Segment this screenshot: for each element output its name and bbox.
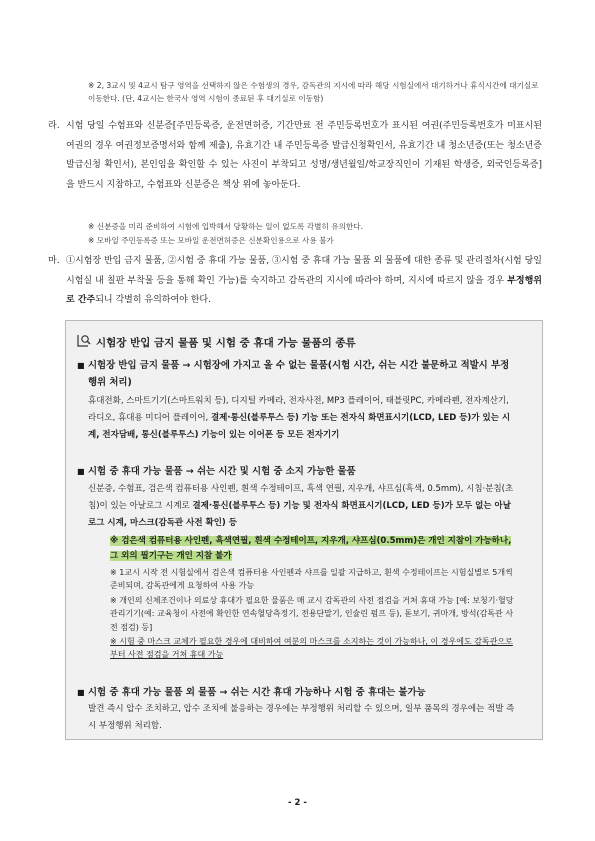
section-allowed-items: [77, 463, 518, 480]
paragraph-number: 마.: [48, 256, 60, 266]
body-text: 신분증, 수험표, 검은색 컴퓨터용 사인펜, 흰색 수정테이프, 흑색 연필, 지우개, 샤프심(흑색, 0.5mm), 시침·분침(초침)이 있는 아날로그 시계로: [88, 484, 514, 511]
body-bold-text: 결제·통신(블루투스 등) 기능 및 전자식 화면표시기(LCD, LED 등)가 모두 없는 아날로그 시계, 마스크(감독관 사전 확인) 등: [88, 501, 511, 528]
section-heading: 시험장 반입 금지 물품 → 시험장에 가지고 올 수 없는 물품(시험 시간, 쉬는 시간 불문하고 적발시 부정행위 처리): [88, 360, 510, 388]
id-note: ※ 신분증을 미리 준비하여 시험에 입박해서 당황하는 일이 없도록 각별히 유의한다.: [88, 222, 363, 231]
banned-items-body: [88, 393, 516, 444]
search-document-icon: [76, 332, 92, 348]
highlighted-note: [110, 534, 518, 564]
square-bullet-icon: ■: [77, 467, 85, 476]
section-other-items: [77, 684, 518, 701]
medical-note: ※ 개인의 신체조건이나 의료상 휴대가 필요한 물품은 매 교시 감독관의 사전 점검을 거쳐 휴대 가능 [예: 보청기·혈당관리기기(예: 교육청이 사전에 확인한 연속혈당측정기, 전용단말기, 인슐린 펌프 등), 돋보기, 귀마개, 방석(감독관 사전 점검) 등]: [110, 596, 514, 632]
body-bold-text: 결제·통신(블루투스 등) 기능 또는 전자식 화면표시기(LCD, LED 등)가 있는 시계, 전자담배, 통신(블루투스) 기능이 있는 이어폰 등 모든 전자기기: [88, 413, 511, 440]
body-text: 휴대전화, 스마트기기(스마트워치 등), 디지털 카메라, 전자사전, MP3 플레이어, 태블릿PC, 카메라펜, 전자계산기, 라디오, 휴대용 미디어 플레이어,: [88, 396, 509, 423]
emphasis-text: 부정행위로 간주: [66, 275, 542, 305]
box-title: 시험장 반입 금지 물품 및 시험 중 휴대 가능 물품의 종류: [96, 337, 356, 349]
supply-note: ※ 1교시 시작 전 시험실에서 검은색 컴퓨터용 사인펜과 샤프를 일괄 지급하고, 흰색 수정테이프는 시험실별로 5개씩 준비되며, 감독관에게 요청하여 사용 가능: [110, 568, 513, 591]
items-info-box: [65, 320, 543, 740]
mask-note: ※ 시험 중 마스크 교체가 필요한 경우에 대비하여 여분의 마스크를 소지하는 것이 가능하나, 이 경우에도 감독관으로부터 사전 점검을 거쳐 휴대 가능: [110, 637, 513, 660]
section-heading: 시험 중 휴대 가능 물품 외 물품 → 쉬는 시간 휴대 가능하나 시험 중 휴대는 불가능: [88, 687, 426, 698]
mobile-id-note: ※ 모바일 주민등록증 또는 모바일 운전면허증은 신분확인용으로 사용 불가: [88, 236, 334, 245]
section-heading: 시험 중 휴대 가능 물품 → 쉬는 시간 및 시험 중 소지 가능한 물품: [88, 466, 356, 477]
exam-period-note: ※ 2, 3교시 및 4교시 탐구 영역을 선택하지 않은 수험생의 경우, 감독관의 지시에 따라 해당 시험실에서 대기하거나 휴식시간에 대기실로 이동한다. (단, 4교시는 한국사 영역 시험이 종료된 후 대기실로 이동함): [88, 81, 539, 103]
paragraph-text-end: 되니 각별히 유의하여야 한다.: [95, 295, 211, 305]
page-number: - 2 -: [288, 798, 307, 808]
square-bullet-icon: ■: [77, 688, 85, 697]
square-bullet-icon: ■: [77, 361, 85, 370]
paragraph-number: 라.: [48, 121, 60, 131]
other-items-body: 발견 즉시 압수 조치하고, 압수 조치에 불응하는 경우에는 부정행위 처리할 수 있으며, 일부 품목의 경우에는 적발 즉시 부정행위 처리함.: [88, 704, 515, 731]
section-banned-items: [77, 357, 518, 391]
paragraph-ma: [48, 252, 542, 311]
paragraph-text: 시험 당일 수험표와 신분증[주민등록증, 운전면허증, 기간만료 전 주민등록번호가 표시된 여권(주민등록번호가 미표시된 여권의 경우 여권정보증명서와 함께 제출), 유효기간 내 주민등록증 발급신청확인서, 유효기간 내 청소년증(또는 청소년증 발급신청 확인서), 본인임을 확인할 수 있는 사진이 부착되고 성명/생년월일/학교장직인이 기재된 학생증, 외국인등록증]을 반드시 지참하고, 수험표와 신분증은 책상 위에 놓아둔다.: [66, 121, 542, 190]
highlight-text: ※ 검은색 컴퓨터용 사인펜, 흑색연필, 흰색 수정테이프, 지우개, 샤프심(0.5mm)은 개인 지참이 가능하나, 그 외의 필기구는 개인 지참 불가: [110, 536, 512, 561]
allowed-items-body: [88, 481, 516, 532]
paragraph-ra: [48, 117, 542, 195]
paragraph-text: ①시험장 반입 금지 물품, ②시험 중 휴대 가능 물품, ③시험 중 휴대 가능 물품 외 물품에 대한 종류 및 관리절차(시험 당일 시험실 내 칠판 부착물 등을 통해 확인 가능)를 숙지하고 감독관의 지시에 따라야 하며, 지시에 따르지 않을 경우: [66, 256, 542, 286]
